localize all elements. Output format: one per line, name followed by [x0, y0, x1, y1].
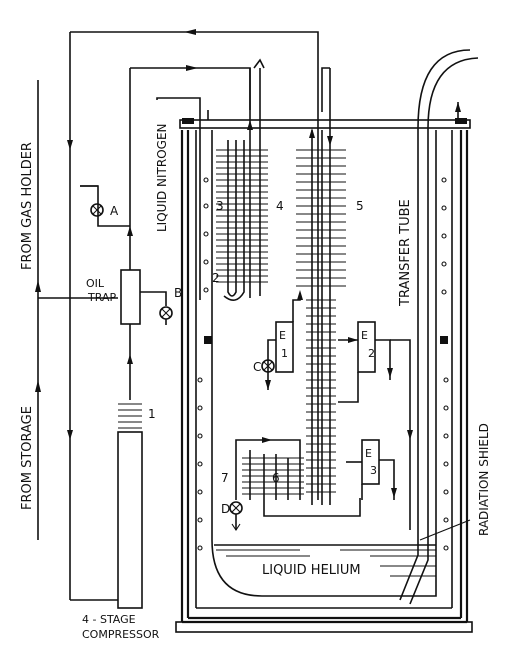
label-e1-letter: E	[279, 329, 286, 342]
label-e2-letter: E	[361, 329, 368, 342]
exchanger-6-7	[230, 437, 360, 530]
label-num-7: 7	[221, 471, 229, 485]
compressor-fins	[118, 404, 142, 428]
label-num-4: 4	[276, 199, 284, 213]
label-e3-letter: E	[365, 447, 372, 460]
label-compressor-line1: 4 - STAGE	[82, 613, 136, 626]
label-from-storage: FROM STORAGE	[20, 406, 35, 510]
label-num-3: 3	[216, 199, 224, 213]
external-gas-lines	[35, 29, 318, 608]
label-e3-num: 3	[370, 464, 377, 477]
label-num-2: 2	[212, 271, 220, 285]
label-oil: OIL	[86, 277, 105, 290]
compressor	[118, 432, 142, 608]
label-liquid-helium: LIQUID HELIUM	[262, 563, 361, 578]
label-valve-a: A	[110, 204, 119, 218]
label-from-gas-holder: FROM GAS HOLDER	[20, 142, 35, 270]
label-transfer-tube: TRANSFER TUBE	[398, 199, 413, 306]
label-num-6: 6	[272, 471, 280, 485]
label-e2-num: 2	[368, 347, 375, 360]
label-valve-c: C	[253, 360, 262, 374]
label-liquid-nitrogen: LIQUID NITROGEN	[155, 123, 169, 232]
label-radiation-shield: RADIATION SHIELD	[477, 423, 491, 536]
label-valve-d: D	[221, 502, 231, 516]
label-trap: TRAP	[88, 291, 117, 304]
label-num-1: 1	[148, 407, 156, 421]
label-compressor-line2: COMPRESSOR	[82, 628, 160, 641]
label-num-5: 5	[356, 199, 364, 213]
label-valve-b: B	[174, 286, 183, 300]
label-e1-num: 1	[281, 347, 288, 360]
exchanger-5-fins	[296, 150, 346, 492]
